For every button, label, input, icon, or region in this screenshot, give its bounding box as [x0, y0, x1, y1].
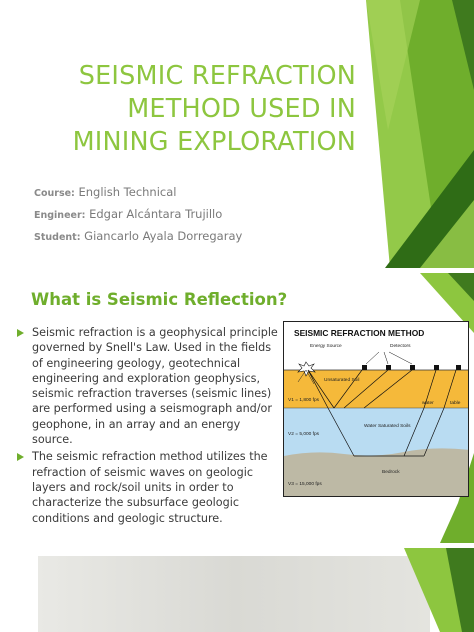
- bullet-arrow-icon: [17, 453, 24, 461]
- partial-slide: [0, 548, 474, 632]
- title-line-3: MINING EXPLORATION: [72, 127, 356, 157]
- presentation-meta: [34, 182, 242, 248]
- engineer-line: [34, 204, 242, 226]
- bullet-list: [17, 325, 279, 528]
- table-label: table: [450, 401, 461, 406]
- student-line: [34, 226, 242, 248]
- energy-source-label: Energy Source: [310, 344, 342, 349]
- presentation-title: [73, 60, 356, 159]
- title-slide: [0, 0, 474, 268]
- bullet-item: [17, 449, 279, 525]
- bullet-text: The seismic refraction method utilizes the refraction of seismic waves on geologic layers and rock/soil units in order to characterize the subsurface geologic conditions and geologic structure.: [32, 450, 268, 525]
- engineer-value: Edgar Alcántara Trujillo: [89, 207, 223, 221]
- student-value: Giancarlo Ayala Dorregaray: [84, 229, 243, 243]
- course-label: Course:: [34, 188, 75, 199]
- unsaturated-soil-label: Unsaturated Soil: [324, 378, 360, 383]
- title-line-2: METHOD USED IN: [127, 94, 356, 124]
- diagram-title: SEISMIC REFRACTION METHOD: [294, 328, 425, 338]
- seismic-refraction-diagram: [283, 321, 469, 497]
- course-line: [34, 182, 242, 204]
- course-value: English Technical: [78, 185, 177, 199]
- v1-label: V1 = 1,800 fps: [288, 398, 320, 403]
- engineer-label: Engineer:: [34, 210, 86, 221]
- detectors-label: Detectors: [390, 344, 411, 349]
- v2-label: V2 = 5,000 fps: [288, 432, 320, 437]
- v3-label: V3 = 15,000 fps: [288, 482, 322, 487]
- bullet-item: [17, 325, 279, 447]
- student-label: Student:: [34, 232, 81, 243]
- decorative-shapes: [0, 548, 474, 632]
- bullet-text: Seismic refraction is a geophysical principle governed by Snell's Law. Used in the fields of engineering geology, geotechnical engineering and exploration geophysics, seismic refraction traverses (seismic lines) are performed using a seismograph and/or geophone, in an array and an energy source.: [32, 326, 278, 447]
- title-line-1: SEISMIC REFRACTION: [78, 61, 356, 91]
- bullet-arrow-icon: [17, 329, 24, 337]
- water-saturated-soil-label: Water Saturated Soils: [364, 424, 411, 429]
- bedrock-label: Bedrock: [382, 470, 400, 475]
- slide-heading: What is Seismic Reflection?: [31, 290, 288, 309]
- water-label: water: [422, 401, 434, 406]
- content-slide: [0, 273, 474, 543]
